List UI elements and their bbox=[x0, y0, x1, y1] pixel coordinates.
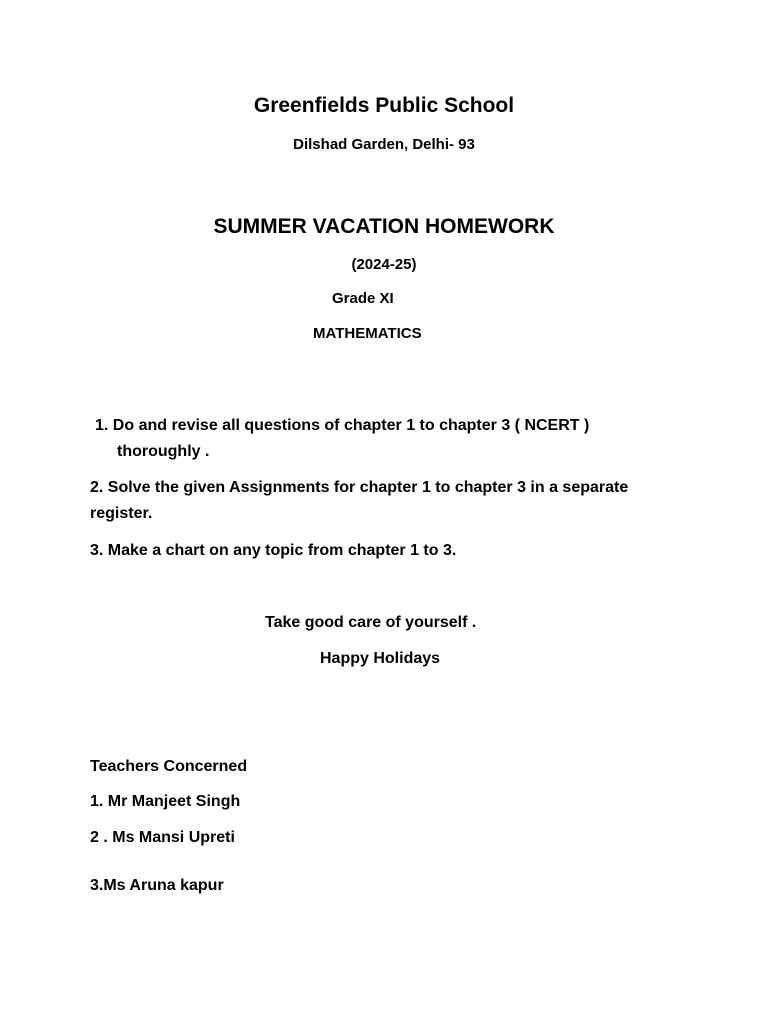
grade-label: Grade XI bbox=[332, 290, 394, 307]
session-year: (2024-25) bbox=[351, 256, 417, 273]
closing-message: Take good care of yourself . bbox=[265, 614, 477, 631]
school-name: Greenfields Public School bbox=[253, 94, 515, 117]
task-3-line-1: 3. Make a chart on any topic from chapter 1 to 3. bbox=[90, 542, 457, 559]
teacher-item: 3.Ms Aruna kapur bbox=[90, 877, 224, 894]
teachers-heading: Teachers Concerned bbox=[90, 758, 248, 775]
homework-title: SUMMER VACATION HOMEWORK bbox=[213, 215, 555, 238]
task-2-line-1: 2. Solve the given Assignments for chapter 1 to chapter 3 in a separate bbox=[90, 479, 629, 496]
subject-label: MATHEMATICS bbox=[313, 325, 422, 342]
school-address: Dilshad Garden, Delhi- 93 bbox=[293, 136, 475, 153]
task-1-line-1: 1. Do and revise all questions of chapter 1 to chapter 3 ( NCERT ) bbox=[95, 417, 590, 434]
task-1-line-2: thoroughly . bbox=[117, 443, 210, 460]
teacher-item: 2 . Ms Mansi Upreti bbox=[90, 829, 235, 846]
task-2-line-2: register. bbox=[90, 505, 153, 522]
holiday-greeting: Happy Holidays bbox=[320, 650, 441, 667]
teacher-item: 1. Mr Manjeet Singh bbox=[90, 793, 241, 810]
